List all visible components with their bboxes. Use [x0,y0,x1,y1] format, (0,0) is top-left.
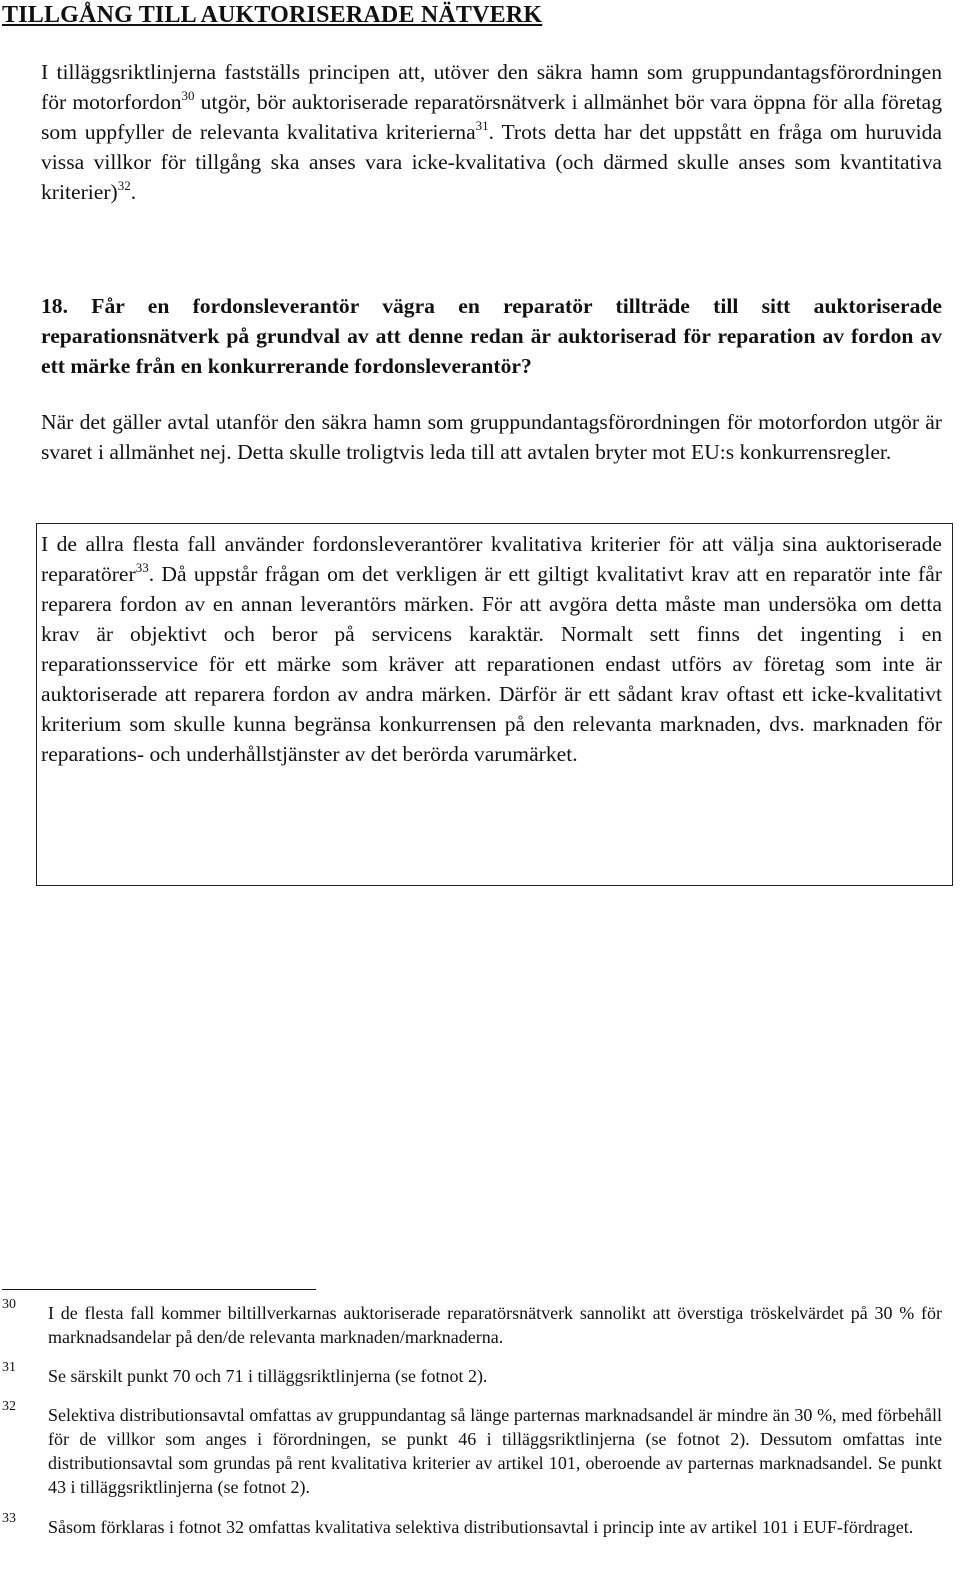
answer-paragraph: När det gäller avtal utanför den säkra hamn som gruppundantagsförordningen för motorfordon utgör är svaret i allmänhet nej. Detta skulle troligtvis leda till att avtalen bryter mot EU:s konkurrensregler. [41,410,942,464]
box-text-1: I de allra flesta fall använder fordonsleverantörer kvalitativa kriterier för att välja sina auktoriserade reparatörer [41,532,942,586]
footnote-number-30: 30 [2,1297,16,1312]
intro-paragraph [41,57,942,207]
footnote-number-33: 33 [2,1511,16,1526]
footnote-ref-31[interactable]: 31 [475,118,489,133]
intro-text-2: utgör, bör auktoriserade reparatörsnätverk i allmänhet bör vara öppna för alla företag som uppfyller de relevanta kvalitativa kriterierna [41,90,943,144]
footnote-ref-32[interactable]: 32 [117,178,131,193]
question-text: Får en fordonsleverantör vägra en reparatör tillträde till sitt auktoriserade reparationsnätverk på grundval av att denne redan är auktoriserad för reparation av fordon av ett märke från en konkurrerande fordonsleverantör? [41,294,942,378]
footnote-number-32: 32 [2,1399,16,1414]
footnote-text-32: Selektiva distributionsavtal omfattas av gruppundantag så länge parternas marknadsandel är mindre än 30 %, med förbehåll för de villkor som anges i förordningen, se punkt 46 i tilläggsriktlinjerna (se fotnot 2). Dessutom omfattas inte distributionsavtal som grundas på rent kvalitativa kriterier av artikel 101, oberoende av parternas marknadsandel. Se punkt 43 i tilläggsriktlinjerna (se fotnot 2). [48,1405,942,1497]
intro-text-1: I tilläggsriktlinjerna fastställs principen att, utöver den säkra hamn som gruppundantagsförordningen för motorfordon [41,60,942,114]
intro-text-3: . Trots detta har det uppstått en fråga om huruvida vissa villkor för tillgång ska anses vara icke-kvalitativa (och därmed skulle anses som kvantitativa kriterier) [41,120,942,204]
footnote-number-31: 31 [2,1360,16,1375]
box-paragraph [41,529,942,769]
highlight-box [36,523,953,886]
question-number: 18. [41,294,68,318]
footnote-text-33: Såsom förklaras i fotnot 32 omfattas kvalitativa selektiva distributionsavtal i princip inte av artikel 101 i EUF-fördraget. [48,1517,914,1537]
intro-text-4: . [130,180,137,204]
question-paragraph [41,291,942,381]
footnote-text-30: I de flesta fall kommer biltillverkarnas auktoriserade reparatörsnätverk sannolikt att överstiga tröskelvärdet på 30 % för marknadsandelar på den/de relevanta marknaden/marknaderna. [48,1303,942,1347]
footnote-separator [2,1289,316,1290]
footnote-ref-33[interactable]: 33 [135,560,149,575]
footnote-text-31: Se särskilt punkt 70 och 71 i tilläggsriktlinjerna (se fotnot 2). [48,1366,488,1386]
footnote-ref-30[interactable]: 30 [181,88,195,103]
box-text-2: . Då uppstår frågan om det verkligen är ett giltigt kvalitativt krav att en reparatör inte får reparera fordon av en annan leverantörs märken. För att avgöra detta måste man undersöka om detta krav är objektivt och beror på servicens karaktär. Normalt sett finns det ingenting i en reparationsservice för ett märke som kräver att reparationen endast utförs av företag som inte är auktoriserade att reparera fordon av andra märken. Därför är ett sådant krav oftast ett icke-kvalitativt kriterium som skulle kunna begränsa konkurrensen på den relevanta marknaden, dvs. marknaden för reparations- och underhållstjänster av det berörda varumärket. [41,562,942,766]
section-heading: TILLGÅNG TILL AUKTORISERADE NÄTVERK [2,2,543,28]
